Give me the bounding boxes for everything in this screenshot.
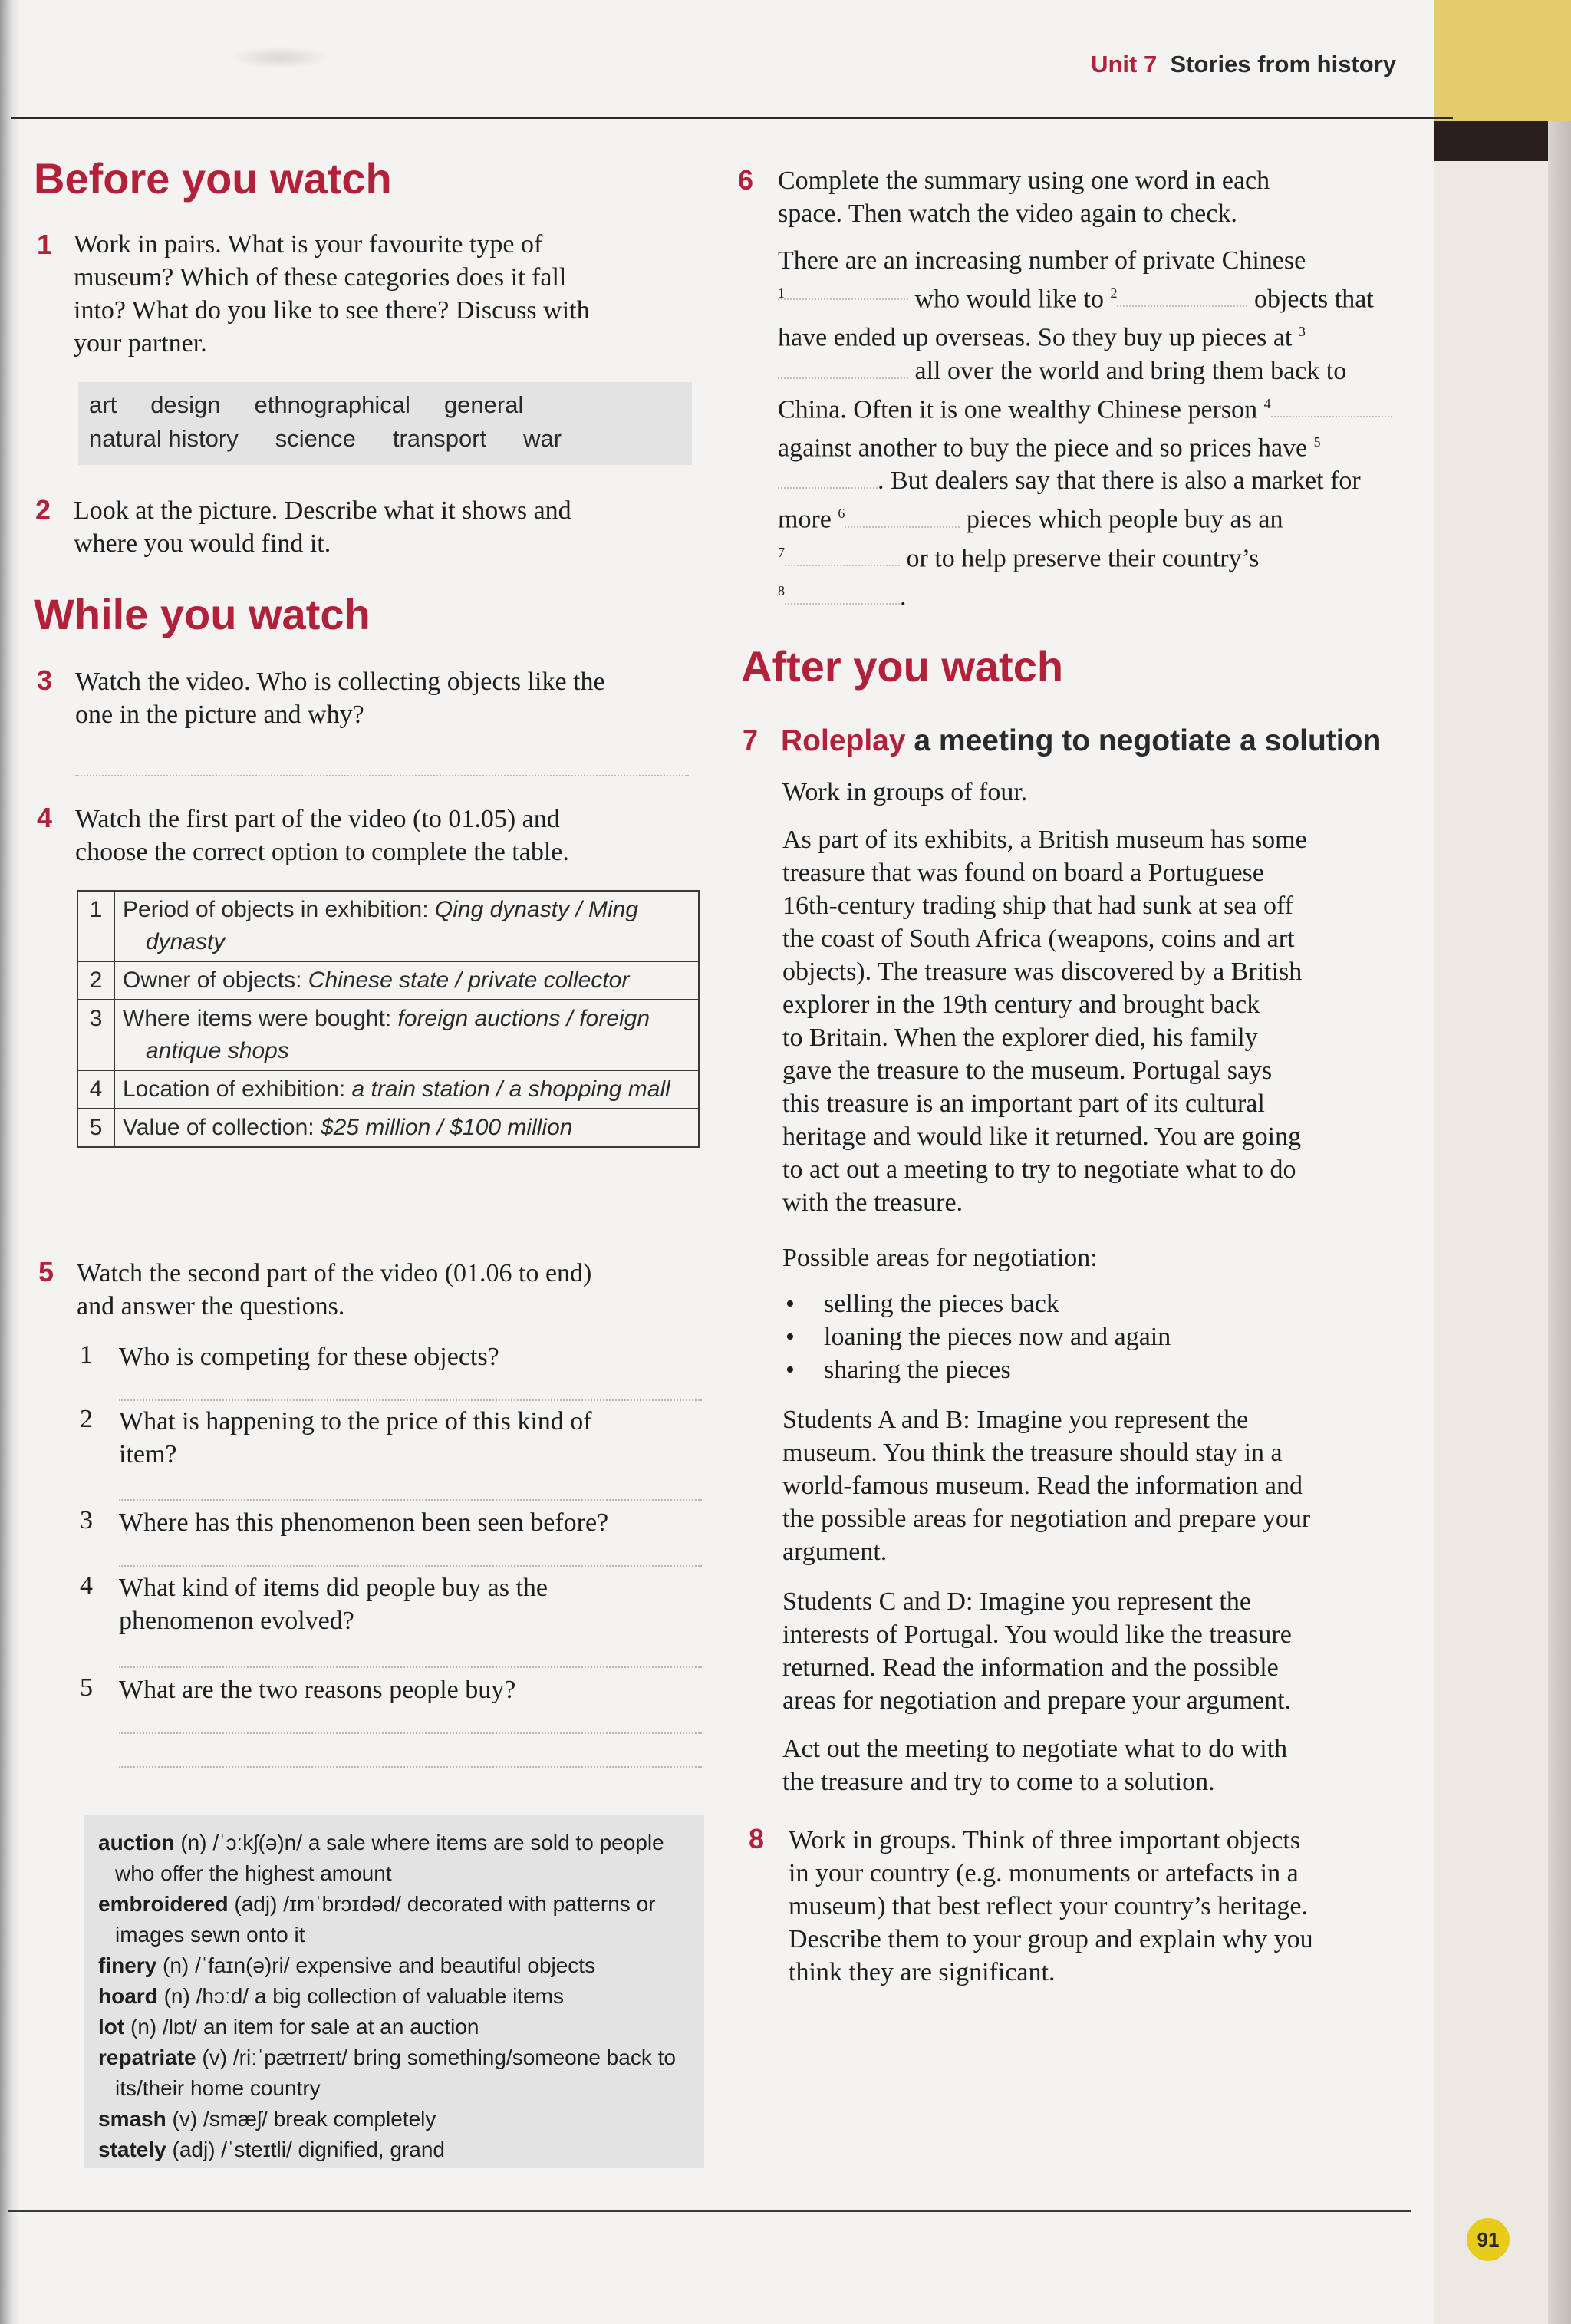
glossary-definition: a sale where items are sold to people who offer the highest amount xyxy=(115,1831,664,1885)
row-number: 2 xyxy=(77,961,114,1000)
question-5-line: and answer the questions. xyxy=(77,1292,345,1320)
paragraph-line: the treasure and try to come to a solution. xyxy=(782,1768,1215,1796)
summary-text: . But dealers say that there is also a market for more xyxy=(778,466,1361,534)
glossary-word: embroidered xyxy=(98,1892,229,1916)
glossary-pos: (n) xyxy=(163,1953,189,1977)
glossary-word: repatriate xyxy=(98,2045,196,2069)
sub-question-number: 4 xyxy=(80,1571,93,1600)
glossary-word: finery xyxy=(98,1953,157,1977)
gap-number: 1 xyxy=(778,285,785,301)
sub-question-text xyxy=(119,1571,548,1637)
summary-text: pieces which people buy as an xyxy=(966,505,1283,534)
footer-rule xyxy=(8,2210,1411,2212)
paragraph-line: areas for negotiation and prepare your argument. xyxy=(782,1686,1292,1715)
list-item: • sharing the pieces xyxy=(782,1353,1411,1386)
glossary-definition: an item for sale at an auction xyxy=(203,2015,479,2039)
question-number-4: 4 xyxy=(37,802,53,833)
gap-3[interactable] xyxy=(778,356,908,379)
answer-line[interactable] xyxy=(119,1732,702,1734)
page-edge xyxy=(1548,121,1571,2324)
question-5-line: Watch the second part of the video (01.06 to end) xyxy=(77,1259,592,1287)
glossary-pronunciation: /ˈɔːkʃ(ə)n/ xyxy=(212,1831,303,1854)
scenario-line: with the treasure. xyxy=(782,1188,963,1217)
glossary-definition: dignified, grand xyxy=(298,2138,445,2161)
cell-options[interactable]: Chinese state / private collector xyxy=(308,968,630,993)
paragraph-line: world-famous museum. Read the information and xyxy=(782,1472,1303,1500)
scenario-line: heritage and would like it returned. You are going xyxy=(782,1122,1302,1151)
glossary-pos: (n) xyxy=(180,1831,207,1854)
glossary-entry xyxy=(98,2012,690,2042)
category-word: ethnographical xyxy=(254,391,410,418)
scenario-line: treasure that was found on board a Portuguese xyxy=(782,859,1264,887)
students-cd-paragraph xyxy=(782,1585,1411,1717)
scenario-line: As part of its exhibits, a British museum has some xyxy=(782,826,1307,854)
glossary-definition: break completely xyxy=(273,2107,436,2131)
table-cell[interactable] xyxy=(114,1109,699,1147)
gap-number: 5 xyxy=(1313,433,1321,450)
after-you-watch-heading: After you watch xyxy=(741,642,1064,691)
glossary-pronunciation: /smæʃ/ xyxy=(203,2107,268,2131)
question-3-line: one in the picture and why? xyxy=(75,700,364,729)
unit-title: Stories from history xyxy=(1170,51,1396,77)
question-8-line: Describe them to your group and explain why you xyxy=(789,1925,1313,1953)
summary-text: against another to buy the piece and so prices have xyxy=(778,433,1308,463)
gap-1[interactable] xyxy=(778,277,908,300)
categories-row xyxy=(89,388,681,422)
act-out-paragraph xyxy=(782,1732,1411,1798)
roleplay-label: Roleplay xyxy=(781,724,906,757)
scenario-paragraph xyxy=(782,823,1411,1219)
while-you-watch-heading: While you watch xyxy=(34,590,371,638)
question-4-line: choose the correct option to complete the table. xyxy=(75,838,569,866)
glossary-entry xyxy=(98,2134,690,2165)
scan-smudge xyxy=(230,46,330,69)
cell-label: Where items were bought: xyxy=(123,1006,398,1031)
paragraph-line: argument. xyxy=(782,1538,888,1566)
category-word: war xyxy=(523,425,562,452)
glossary-pronunciation: /ɪmˈbrɔɪdəd/ xyxy=(283,1892,401,1916)
paragraph-line: Students A and B: Imagine you represent the xyxy=(782,1406,1249,1434)
question-8-line: think they are significant. xyxy=(789,1958,1056,1986)
row-number: 5 xyxy=(77,1109,114,1147)
options-table xyxy=(77,890,700,1148)
table-cell[interactable] xyxy=(114,1000,699,1070)
glossary-definition: a big collection of valuable items xyxy=(254,1984,564,2008)
glossary-entry xyxy=(98,1889,690,1950)
question-2-line: where you would find it. xyxy=(74,529,331,558)
sub-question-text: Where has this phenomenon been seen before? xyxy=(119,1508,609,1537)
category-word: art xyxy=(89,391,117,418)
groups-instruction: Work in groups of four. xyxy=(782,778,1028,806)
header-rule xyxy=(11,117,1453,119)
scenario-line: this treasure is an important part of its cultural xyxy=(782,1089,1265,1118)
category-word: natural history xyxy=(89,425,239,452)
unit-label: Unit 7 xyxy=(1091,51,1158,77)
cell-options[interactable]: foreign auctions / foreign antique shops xyxy=(146,1006,650,1063)
glossary-definition: bring something/someone back to its/their home country xyxy=(115,2045,676,2100)
question-number-1: 1 xyxy=(37,229,53,260)
sub-question-line: item? xyxy=(119,1440,177,1469)
glossary-pos: (adj) xyxy=(234,1892,278,1916)
gap-number: 2 xyxy=(1110,285,1118,301)
gap-2[interactable] xyxy=(1117,284,1247,307)
glossary-pos: (v) xyxy=(172,2107,198,2131)
question-8-line: in your country (e.g. monuments or artefacts in a xyxy=(789,1859,1299,1887)
table-row xyxy=(77,891,699,961)
cell-label: Value of collection: xyxy=(123,1115,321,1140)
sub-question-line: phenomenon evolved? xyxy=(119,1607,354,1635)
gap-8[interactable] xyxy=(785,582,900,605)
question-2-text xyxy=(74,494,571,560)
category-word: science xyxy=(275,425,356,452)
answer-line[interactable] xyxy=(119,1499,702,1501)
question-8-text xyxy=(789,1824,1418,1989)
glossary-entry xyxy=(98,1828,690,1889)
question-1-line: your partner. xyxy=(74,329,207,358)
question-3-line: Watch the video. Who is collecting objects like the xyxy=(75,668,605,696)
table-row xyxy=(77,1070,699,1109)
cell-options[interactable]: a train station / a shopping mall xyxy=(351,1076,670,1102)
table-row xyxy=(77,961,699,1000)
question-number-6: 6 xyxy=(738,164,754,196)
question-6-line: Complete the summary using one word in each xyxy=(778,166,1270,195)
summary-text: objects that have ended up overseas. So they buy up pieces at xyxy=(778,285,1374,352)
question-2-line: Look at the picture. Describe what it shows and xyxy=(74,496,571,525)
glossary-entry xyxy=(98,2042,690,2104)
sub-question-number: 3 xyxy=(80,1506,93,1534)
gap-number: 4 xyxy=(1263,395,1271,411)
category-word: general xyxy=(443,391,524,418)
summary-text: all over the world and bring them back to China. Often it is one wealthy Chinese person xyxy=(778,356,1347,424)
sub-question-line: What is happening to the price of this kind of xyxy=(119,1407,592,1436)
question-4-line: Watch the first part of the video (to 01.05) and xyxy=(75,805,560,833)
table-cell[interactable] xyxy=(114,891,699,961)
glossary-word: smash xyxy=(98,2107,166,2131)
gap-number: 3 xyxy=(1298,324,1306,340)
question-number-3: 3 xyxy=(37,664,53,696)
gap-6[interactable] xyxy=(845,505,960,528)
glossary-entry xyxy=(98,1950,690,1981)
glossary-pronunciation: /hɔːd/ xyxy=(196,1984,249,2008)
answer-line[interactable] xyxy=(119,1399,702,1401)
gap-number: 7 xyxy=(778,544,785,560)
glossary-pos: (adj) xyxy=(172,2138,216,2161)
question-number-2: 2 xyxy=(35,494,51,526)
summary-text: who would like to xyxy=(914,285,1104,314)
glossary-entry xyxy=(98,1981,690,2012)
answer-line-q3[interactable] xyxy=(75,775,689,776)
gap-5[interactable] xyxy=(778,466,878,489)
question-1-line: museum? Which of these categories does it fall xyxy=(74,263,567,292)
gap-7[interactable] xyxy=(785,543,900,566)
glossary-pos: (n) xyxy=(130,2015,157,2039)
category-word: design xyxy=(150,391,221,418)
question-1-text xyxy=(74,228,590,360)
cell-label: Location of exhibition: xyxy=(123,1076,352,1102)
row-number: 3 xyxy=(77,1000,114,1070)
before-you-watch-heading: Before you watch xyxy=(34,154,392,203)
glossary-pronunciation: /riːˈpætrɪeɪt/ xyxy=(232,2045,347,2069)
paragraph-line: Students C and D: Imagine you represent the xyxy=(782,1587,1251,1616)
glossary-entry xyxy=(98,2104,690,2134)
paragraph-line: interests of Portugal. You would like the treasure xyxy=(782,1620,1292,1649)
cell-label: Owner of objects: xyxy=(123,968,308,993)
scenario-line: to Britain. When the explorer died, his family xyxy=(782,1024,1258,1052)
running-header xyxy=(997,51,1396,78)
answer-line[interactable] xyxy=(119,1565,702,1567)
glossary-word: auction xyxy=(98,1831,175,1854)
glossary-pos: (v) xyxy=(202,2045,228,2069)
scenario-line: explorer in the 19th century and brought back xyxy=(782,991,1260,1019)
row-number: 4 xyxy=(77,1070,114,1109)
table-row xyxy=(77,1000,699,1070)
sub-question-number: 2 xyxy=(80,1405,93,1433)
paragraph-line: returned. Read the information and the possible xyxy=(782,1653,1279,1682)
categories-row xyxy=(89,422,681,456)
sub-question-number: 1 xyxy=(80,1340,93,1369)
sub-question-text xyxy=(119,1405,592,1471)
page-number: 91 xyxy=(1467,2218,1510,2261)
glossary-pronunciation: /lɒt/ xyxy=(163,2015,198,2039)
gap-4[interactable] xyxy=(1271,394,1392,417)
scenario-line: gave the treasure to the museum. Portugal says xyxy=(782,1057,1273,1085)
cell-options[interactable]: $25 million / $100 million xyxy=(320,1115,573,1140)
sub-question-number: 5 xyxy=(80,1673,93,1702)
paragraph-line: museum. You think the treasure should stay in a xyxy=(782,1439,1283,1467)
question-5-text xyxy=(77,1257,591,1323)
table-row xyxy=(77,1109,699,1147)
answer-line[interactable] xyxy=(119,1766,702,1768)
list-item: • selling the pieces back xyxy=(782,1287,1411,1320)
row-number: 1 xyxy=(77,891,114,961)
question-1-line: into? What do you like to see there? Discuss with xyxy=(74,296,590,325)
glossary-pos: (n) xyxy=(163,1984,190,2008)
gap-number: 8 xyxy=(778,582,785,598)
question-number-8: 8 xyxy=(749,1823,765,1854)
table-cell[interactable] xyxy=(114,961,699,1000)
gap-number: 6 xyxy=(838,506,845,522)
paragraph-line: Act out the meeting to negotiate what to do with xyxy=(782,1735,1288,1763)
students-ab-paragraph xyxy=(782,1403,1411,1568)
sub-question-text: Who is competing for these objects? xyxy=(119,1343,499,1371)
category-word: transport xyxy=(392,425,487,452)
list-item: • loaning the pieces now and again xyxy=(782,1320,1411,1353)
museum-categories-box xyxy=(78,382,692,465)
sub-question-line: What kind of items did people buy as the xyxy=(119,1574,548,1602)
summary-text: . xyxy=(900,582,907,611)
summary-text: There are an increasing number of private Chinese xyxy=(778,246,1306,275)
answer-line[interactable] xyxy=(119,1666,702,1668)
page-gutter-shadow xyxy=(0,0,20,2324)
paragraph-line: the possible areas for negotiation and prepare your xyxy=(782,1505,1311,1533)
glossary-definition: expensive and beautiful objects xyxy=(295,1953,596,1977)
glossary-box xyxy=(84,1815,704,2168)
sub-question-text: What are the two reasons people buy? xyxy=(119,1676,516,1704)
cell-label: Period of objects in exhibition: xyxy=(123,897,435,922)
glossary-word: lot xyxy=(98,2015,125,2039)
question-3-text xyxy=(75,665,605,731)
summary-paragraph xyxy=(778,244,1399,613)
unit-tab-marker xyxy=(1434,0,1571,121)
glossary-pronunciation: /ˈsteɪtli/ xyxy=(221,2138,292,2161)
glossary-word: hoard xyxy=(98,1984,158,2008)
summary-text: or to help preserve their country’s xyxy=(906,543,1260,572)
scenario-line: 16th-century trading ship that had sunk at sea off xyxy=(782,892,1293,920)
areas-intro: Possible areas for negotiation: xyxy=(782,1244,1098,1272)
cell-options[interactable]: Qing dynasty / Ming dynasty xyxy=(146,897,639,954)
glossary-word: stately xyxy=(98,2138,166,2161)
question-4-text xyxy=(75,803,569,869)
question-8-line: museum) that best reflect your country’s heritage. xyxy=(789,1892,1308,1920)
scenario-line: to act out a meeting to try to negotiate what to do xyxy=(782,1155,1296,1184)
glossary-pronunciation: /ˈfaɪn(ə)ri/ xyxy=(195,1953,290,1977)
question-6-line: space. Then watch the video again to check. xyxy=(778,199,1237,228)
scenario-line: objects). The treasure was discovered by a British xyxy=(782,958,1303,986)
question-number-7: 7 xyxy=(743,724,759,756)
question-6-text xyxy=(778,164,1270,230)
roleplay-title: a meeting to negotiate a solution xyxy=(905,724,1382,757)
glossary-definition: decorated with patterns or images sewn onto it xyxy=(115,1892,656,1947)
negotiation-areas-list xyxy=(782,1287,1411,1386)
scenario-line: the coast of South Africa (weapons, coins and art xyxy=(782,925,1295,953)
unit-tab-band xyxy=(1434,121,1557,161)
roleplay-heading xyxy=(781,724,1381,758)
question-number-5: 5 xyxy=(38,1256,54,1287)
question-1-line: Work in pairs. What is your favourite type of xyxy=(74,230,543,259)
question-8-line: Work in groups. Think of three important objects xyxy=(789,1826,1301,1854)
table-cell[interactable] xyxy=(114,1070,699,1109)
